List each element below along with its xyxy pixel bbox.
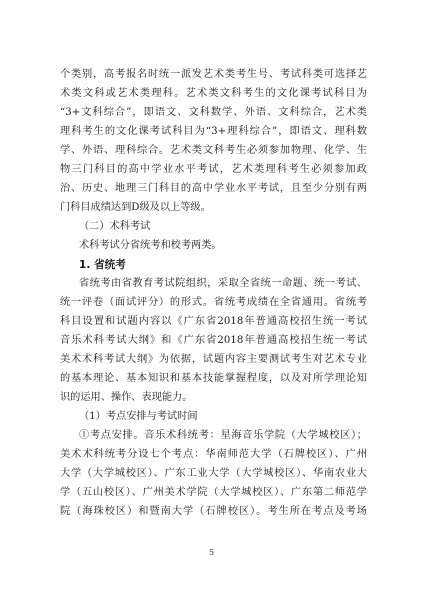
paragraph-line: 统一评卷（面试评分）的形式。省统考成绩在全省通用。省统考 — [60, 297, 367, 308]
paragraph-line: 门科目成绩达到D级及以上等级。 — [60, 202, 211, 213]
paragraph-line: 物三门科目的高中学业水平考试，艺术类理科考生必须参加政 — [60, 164, 367, 175]
paragraph-line: 美术术科统考分设七个考点：华南师范大学（石牌校区）、广州 — [60, 449, 367, 460]
subsection-heading: 1. 省统考 — [79, 259, 126, 271]
paragraph-line: 音乐术科考试大纲》和《广东省2018年普通高校招生统一考试 — [60, 335, 367, 346]
paragraph-line: 学、外语、理科综合。艺术类文科考生必须参加物理、化学、生 — [60, 145, 367, 156]
paragraph-line: 美术术科考试大纲》为依据，试题内容主要测试考生对艺术专业 — [60, 354, 367, 365]
paragraph-line: 术科考试分省统考和校考两类。 — [79, 240, 222, 251]
paragraph-line: 大学（大学城校区）、广东工业大学（大学城校区）、华南农业大 — [60, 468, 367, 479]
paragraph-line: 省统考由省教育考试院组织，采取全省统一命题、统一考试、 — [79, 278, 367, 289]
section-heading: （二）术科考试 — [79, 221, 151, 232]
paragraph-line: 学（五山校区）、广州美术学院（大学城校区）、广东第二师范学 — [60, 487, 367, 498]
paragraph-line: 个类别，高考报名时统一派发艺术类考生号、考试科类可选择艺 — [60, 69, 367, 80]
paragraph-line: “3+文科综合”，即语文、文科数学、外语、文科综合，艺术类 — [60, 107, 367, 118]
paragraph-line: 院（海珠校区）和暨南大学（石牌校区）。考生所在考点及考场 — [60, 506, 367, 517]
paragraph-line: ①考点安排。音乐术科统考：星海音乐学院（大学城校区）； — [79, 430, 367, 441]
paragraph-line: 治、历史、地理三门科目的高中学业水平考试，且至少分别有两 — [60, 183, 367, 194]
paragraph-line: 识的运用、操作、表现能力。 — [60, 392, 193, 403]
paragraph-line: 科目设置和试题内容以《广东省2018年普通高校招生统一考试 — [60, 316, 367, 327]
subsection-heading: （1）考点安排与考试时间 — [79, 411, 198, 422]
paragraph-line: 理科考生的文化课考试科目为“3+理科综合”，即语文、理科数 — [60, 126, 367, 137]
page-number: 5 — [208, 548, 215, 557]
paragraph-line: 的基本理论、基本知识和基本技能掌握程度，以及对所学理论知 — [60, 373, 367, 384]
paragraph-line: 术类文科或艺术类理科。艺术类文科考生的文化课考试科目为 — [60, 88, 367, 99]
